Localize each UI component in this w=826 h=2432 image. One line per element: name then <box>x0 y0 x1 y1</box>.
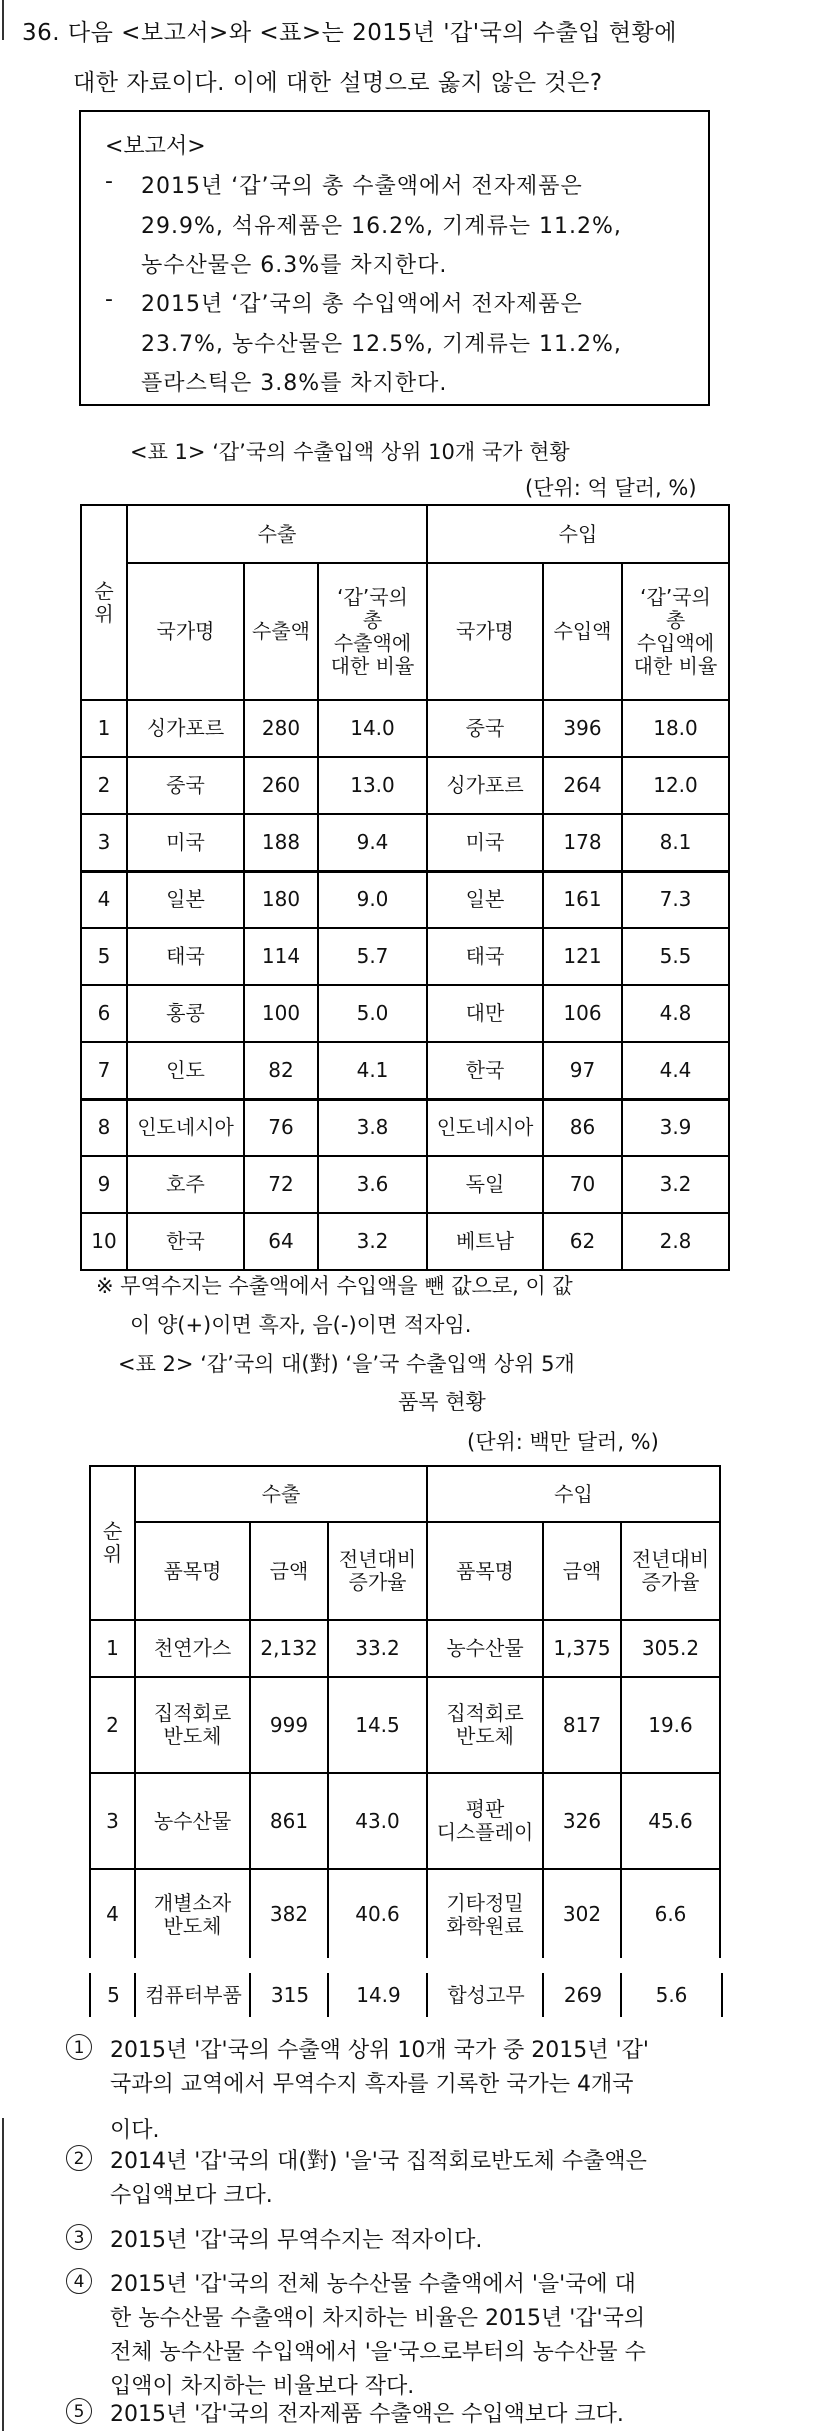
table1-row <box>81 814 729 871</box>
table1-cell-ex-country: 싱가포르 <box>127 700 244 757</box>
table2-header-im-growth <box>621 1522 720 1620</box>
table1-cell-im-ratio: 2.8 <box>622 1213 729 1270</box>
table1-cell-im-country: 싱가포르 <box>427 757 543 814</box>
table2-row <box>90 1677 720 1773</box>
trade-balance-note-line-2: 이 양(+)이면 흑자, 음(-)이면 적자임. <box>130 1313 472 1337</box>
table1-cell-im-country: 태국 <box>427 928 543 985</box>
table1-cell-rank: 10 <box>81 1213 127 1270</box>
table2-cell-im-item <box>427 1677 543 1773</box>
option-5-number: 5 <box>66 2398 100 2424</box>
report-title: <보고서> <box>105 134 206 159</box>
table1-cell-ex-ratio: 4.1 <box>318 1042 427 1099</box>
item-name-part: 반도체 <box>163 1913 222 1938</box>
table1-cell-ex-amount: 64 <box>244 1213 318 1270</box>
rank-header-char-2: 위 <box>94 601 114 626</box>
table1-header-ex-amount: 수출액 <box>244 563 318 700</box>
table1-header-import: 수입 <box>427 505 729 563</box>
table1-cell-im-country: 한국 <box>427 1042 543 1099</box>
option-line: 한 농수산물 수출액이 차지하는 비율은 2015년 '갑'국의 <box>110 2306 646 2331</box>
option-2-number: 2 <box>66 2145 100 2171</box>
table2-cell-im-item <box>427 1620 543 1677</box>
table1-cell-rank: 3 <box>81 814 127 871</box>
table2-header-ex-growth <box>328 1522 427 1620</box>
table1-cell-ex-country: 미국 <box>127 814 244 871</box>
table1-cell-rank: 2 <box>81 757 127 814</box>
option-3-text <box>110 2224 790 2258</box>
ex-ratio-line: 수출액에 <box>333 630 412 655</box>
im-ratio-line: 수입액에 <box>636 630 715 655</box>
table2-cell-im-amount: 326 <box>543 1773 621 1869</box>
table1-cell-rank: 6 <box>81 985 127 1042</box>
ex-ratio-line: 총 <box>362 607 383 632</box>
table2-row <box>90 1620 720 1677</box>
option-3-number: 3 <box>66 2224 100 2250</box>
table1-export-import-top10 <box>80 504 730 1271</box>
table2-cell-ex-item <box>135 1620 250 1677</box>
table2-caption-line-1: <표 2> ‘갑’국의 대(對) ‘을’국 수출입액 상위 5개 <box>118 1352 575 1376</box>
t2-r5-im-growth: 5.6 <box>620 1973 723 2017</box>
rank-header-char-1: 순 <box>94 578 114 603</box>
table1-cell-rank: 7 <box>81 1042 127 1099</box>
t2-r5-ex-amount: 315 <box>249 1973 329 2017</box>
report-bullet-1-line-3: 농수산물은 6.3%를 차지한다. <box>141 253 448 278</box>
report-bullet-2-dash: - <box>105 287 113 312</box>
table1-cell-im-ratio: 3.9 <box>622 1099 729 1156</box>
table2-items-top5 <box>89 1465 721 1959</box>
table2-row-5 <box>89 1973 721 2017</box>
table1-cell-ex-ratio: 9.4 <box>318 814 427 871</box>
table1-header-ex-ratio <box>318 563 427 700</box>
table2-cell-im-growth: 19.6 <box>621 1677 720 1773</box>
table1-header-ex-country: 국가명 <box>127 563 244 700</box>
option-line: 수입액보다 크다. <box>110 2183 273 2208</box>
table1-cell-im-ratio: 12.0 <box>622 757 729 814</box>
table1-cell-im-amount: 86 <box>543 1099 622 1156</box>
table1-caption: <표 1> ‘갑’국의 수출입액 상위 10개 국가 현황 <box>130 440 570 464</box>
growth-line: 전년대비 <box>631 1547 710 1571</box>
table1-cell-im-ratio: 18.0 <box>622 700 729 757</box>
table1-cell-ex-amount: 180 <box>244 871 318 928</box>
table2-unit: (단위: 백만 달러, %) <box>467 1430 659 1454</box>
table2-cell-ex-amount: 861 <box>250 1773 328 1869</box>
table2-cell-rank: 2 <box>90 1677 135 1773</box>
table1-header-im-ratio <box>622 563 729 700</box>
table2-header-im-item: 품목명 <box>427 1522 543 1620</box>
table1-cell-im-ratio: 4.8 <box>622 985 729 1042</box>
table1-cell-ex-amount: 114 <box>244 928 318 985</box>
table1-header-export: 수출 <box>127 505 427 563</box>
item-name-part: 개별소자 <box>153 1890 232 1915</box>
option-line: 입액이 차지하는 비율보다 작다. <box>110 2374 415 2399</box>
table1-cell-ex-country: 태국 <box>127 928 244 985</box>
table2-header-ex-amount: 금액 <box>250 1522 328 1620</box>
table1-cell-im-amount: 178 <box>543 814 622 871</box>
table2-cell-ex-growth: 33.2 <box>328 1620 427 1677</box>
table2-caption-line-2: 품목 현황 <box>398 1390 486 1414</box>
im-ratio-line: 대한 비율 <box>633 653 718 678</box>
option-line: 2014년 '갑'국의 대(對) '을'국 집적회로반도체 수출액은 <box>110 2149 647 2174</box>
table1-cell-im-country: 인도네시아 <box>427 1099 543 1156</box>
table1-cell-im-country: 대만 <box>427 985 543 1042</box>
table2-cell-rank: 3 <box>90 1773 135 1869</box>
table1-cell-ex-ratio: 3.2 <box>318 1213 427 1270</box>
table2-header-export: 수출 <box>135 1466 427 1522</box>
report-bullet-2-line-1: 2015년 ‘갑’국의 총 수입액에서 전자제품은 <box>141 292 583 317</box>
option-4-number: 4 <box>66 2268 100 2294</box>
table1-cell-im-country: 미국 <box>427 814 543 871</box>
table2-cell-im-item <box>427 1773 543 1869</box>
table2-cell-im-item <box>427 1869 543 1959</box>
t2-r5-im-item: 합성고무 <box>426 1973 544 2017</box>
item-name-part: 농수산물 <box>153 1808 232 1833</box>
table1-cell-ex-ratio: 13.0 <box>318 757 427 814</box>
table2-cell-ex-item <box>135 1869 250 1959</box>
option-line: 2015년 '갑'국의 전체 농수산물 수출액에서 '을'국에 대 <box>110 2272 636 2297</box>
table1-cell-ex-amount: 260 <box>244 757 318 814</box>
option-1-number: 1 <box>66 2034 100 2060</box>
growth-line: 전년대비 <box>338 1547 417 1571</box>
item-name-part: 화학원료 <box>446 1913 524 1938</box>
rank-header-char-1: 순 <box>102 1519 123 1543</box>
table1-row <box>81 928 729 985</box>
item-name-part: 천연가스 <box>153 1636 232 1660</box>
option-line: 2015년 '갑'국의 전자제품 수출액은 수입액보다 크다. <box>110 2402 624 2427</box>
table1-cell-rank: 4 <box>81 871 127 928</box>
table1-cell-ex-amount: 72 <box>244 1156 318 1213</box>
table1-cell-ex-amount: 82 <box>244 1042 318 1099</box>
table2-header-rank <box>90 1466 135 1620</box>
table1-cell-im-amount: 62 <box>543 1213 622 1270</box>
table1-unit: (단위: 억 달러, %) <box>525 476 697 500</box>
option-2-text <box>110 2145 790 2213</box>
table1-row <box>81 700 729 757</box>
table1-cell-ex-country: 한국 <box>127 1213 244 1270</box>
table2-cell-im-amount: 1,375 <box>543 1620 621 1677</box>
table1-cell-im-amount: 396 <box>543 700 622 757</box>
table1-cell-im-ratio: 3.2 <box>622 1156 729 1213</box>
table2-cell-im-amount: 302 <box>543 1869 621 1959</box>
t2-r5-ex-growth: 14.9 <box>327 1973 428 2017</box>
report-bullet-1-line-2: 29.9%, 석유제품은 16.2%, 기계류는 11.2%, <box>141 214 622 239</box>
table2-cell-ex-growth: 40.6 <box>328 1869 427 1959</box>
report-box <box>79 110 710 406</box>
table2-cell-im-growth: 45.6 <box>621 1773 720 1869</box>
table2-cell-ex-item <box>135 1773 250 1869</box>
table1-header-im-amount: 수입액 <box>543 563 622 700</box>
im-ratio-line: ‘갑’국의 <box>640 584 711 609</box>
item-name-part: 평판 <box>465 1797 505 1821</box>
table1-cell-im-amount: 106 <box>543 985 622 1042</box>
table1-cell-rank: 1 <box>81 700 127 757</box>
table2-header-im-amount: 금액 <box>543 1522 621 1620</box>
option-line: 이다. <box>110 2118 160 2143</box>
table1-cell-rank: 5 <box>81 928 127 985</box>
table1-cell-ex-ratio: 9.0 <box>318 871 427 928</box>
item-name-part: 집적회로 <box>153 1701 232 1725</box>
table1-cell-im-ratio: 8.1 <box>622 814 729 871</box>
report-bullet-2-line-2: 23.7%, 농수산물은 12.5%, 기계류는 11.2%, <box>141 332 622 357</box>
table2-row <box>90 1869 720 1959</box>
table1-row <box>81 871 729 928</box>
table1-row <box>81 1099 729 1156</box>
table1-cell-ex-amount: 188 <box>244 814 318 871</box>
item-name-part: 집적회로 <box>446 1701 524 1725</box>
option-line: 2015년 '갑'국의 수출액 상위 10개 국가 중 2015년 '갑' <box>110 2038 649 2063</box>
table1-cell-ex-country: 인도네시아 <box>127 1099 244 1156</box>
table2-row <box>90 1773 720 1869</box>
option-line: 2015년 '갑'국의 무역수지는 적자이다. <box>110 2228 483 2253</box>
table1-cell-ex-country: 일본 <box>127 871 244 928</box>
table1-cell-im-ratio: 7.3 <box>622 871 729 928</box>
table2-cell-rank: 4 <box>90 1869 135 1959</box>
table1-cell-im-ratio: 5.5 <box>622 928 729 985</box>
table1-cell-rank: 8 <box>81 1099 127 1156</box>
table1-row <box>81 1156 729 1213</box>
t2-r5-im-amount: 269 <box>542 1973 622 2017</box>
report-bullet-2-line-3: 플라스틱은 3.8%를 차지한다. <box>141 371 448 396</box>
table2-header-import: 수입 <box>427 1466 720 1522</box>
item-name-part: 기타정밀 <box>446 1890 524 1915</box>
table2-cell-ex-item <box>135 1677 250 1773</box>
table1-cell-im-country: 독일 <box>427 1156 543 1213</box>
option-1-text <box>110 2034 790 2148</box>
table1-cell-ex-ratio: 3.6 <box>318 1156 427 1213</box>
table2-cell-im-growth: 6.6 <box>621 1869 720 1959</box>
table2-cell-ex-growth: 14.5 <box>328 1677 427 1773</box>
question-line-2: 대한 자료이다. 이에 대한 설명으로 옳지 않은 것은? <box>73 70 603 96</box>
item-name-part: 반도체 <box>163 1724 222 1748</box>
question-line-1: 36. 다음 <보고서>와 <표>는 2015년 '갑'국의 수출입 현황에 <box>22 20 677 46</box>
table1-cell-im-amount: 161 <box>543 871 622 928</box>
table1-cell-im-amount: 264 <box>543 757 622 814</box>
report-bullet-1-dash: - <box>105 169 113 194</box>
table2-cell-im-amount: 817 <box>543 1677 621 1773</box>
table1-cell-im-country: 베트남 <box>427 1213 543 1270</box>
table1-row <box>81 1042 729 1099</box>
item-name-part: 디스플레이 <box>436 1820 534 1844</box>
table2-cell-im-growth: 305.2 <box>621 1620 720 1677</box>
table1-cell-rank: 9 <box>81 1156 127 1213</box>
table1-cell-ex-amount: 76 <box>244 1099 318 1156</box>
table1-cell-ex-country: 호주 <box>127 1156 244 1213</box>
table1-cell-im-ratio: 4.4 <box>622 1042 729 1099</box>
growth-line: 증가율 <box>641 1570 700 1594</box>
trade-balance-note-line-1: ※ 무역수지는 수출액에서 수입액을 뺀 값으로, 이 값 <box>96 1274 573 1298</box>
table1-row <box>81 985 729 1042</box>
table2-cell-ex-amount: 999 <box>250 1677 328 1773</box>
t2-r5-ex-item: 컴퓨터부품 <box>134 1973 251 2017</box>
table2-cell-ex-growth: 43.0 <box>328 1773 427 1869</box>
im-ratio-line: 총 <box>665 607 686 632</box>
table1-cell-im-amount: 70 <box>543 1156 622 1213</box>
table1-cell-ex-country: 인도 <box>127 1042 244 1099</box>
table1-row <box>81 757 729 814</box>
t2-r5-rank: 5 <box>89 1973 136 2017</box>
table1-cell-ex-ratio: 14.0 <box>318 700 427 757</box>
table1-cell-ex-amount: 280 <box>244 700 318 757</box>
table1-cell-im-country: 일본 <box>427 871 543 928</box>
option-4-text <box>110 2268 790 2404</box>
margin-rule-top <box>2 0 4 40</box>
option-5-text <box>110 2398 790 2432</box>
table1-header-im-country: 국가명 <box>427 563 543 700</box>
table1-cell-im-amount: 121 <box>543 928 622 985</box>
table1-header-rank <box>81 505 127 700</box>
table2-row4-open-edge <box>89 1958 721 1962</box>
table2-cell-ex-amount: 382 <box>250 1869 328 1959</box>
table1-cell-ex-ratio: 5.0 <box>318 985 427 1042</box>
report-bullet-1-line-1: 2015년 ‘갑’국의 총 수출액에서 전자제품은 <box>141 174 583 199</box>
option-line: 전체 농수산물 수입액에서 '을'국으로부터의 농수산물 수 <box>110 2340 646 2365</box>
table1-cell-ex-ratio: 5.7 <box>318 928 427 985</box>
option-line: 국과의 교역에서 무역수지 흑자를 기록한 국가는 4개국 <box>110 2072 634 2097</box>
margin-rule-bottom <box>2 2118 4 2431</box>
ex-ratio-line: ‘갑’국의 <box>337 584 408 609</box>
table1-cell-im-country: 중국 <box>427 700 543 757</box>
table1-cell-ex-amount: 100 <box>244 985 318 1042</box>
table1-cell-im-amount: 97 <box>543 1042 622 1099</box>
growth-line: 증가율 <box>348 1570 407 1594</box>
table1-cell-ex-ratio: 3.8 <box>318 1099 427 1156</box>
table1-row <box>81 1213 729 1270</box>
table2-cell-rank: 1 <box>90 1620 135 1677</box>
table2-cell-ex-amount: 2,132 <box>250 1620 328 1677</box>
table1-cell-ex-country: 중국 <box>127 757 244 814</box>
item-name-part: 반도체 <box>456 1724 514 1748</box>
item-name-part: 농수산물 <box>446 1636 524 1660</box>
table1-cell-ex-country: 홍콩 <box>127 985 244 1042</box>
ex-ratio-line: 대한 비율 <box>330 653 415 678</box>
rank-header-char-2: 위 <box>102 1542 123 1566</box>
table2-header-ex-item: 품목명 <box>135 1522 250 1620</box>
